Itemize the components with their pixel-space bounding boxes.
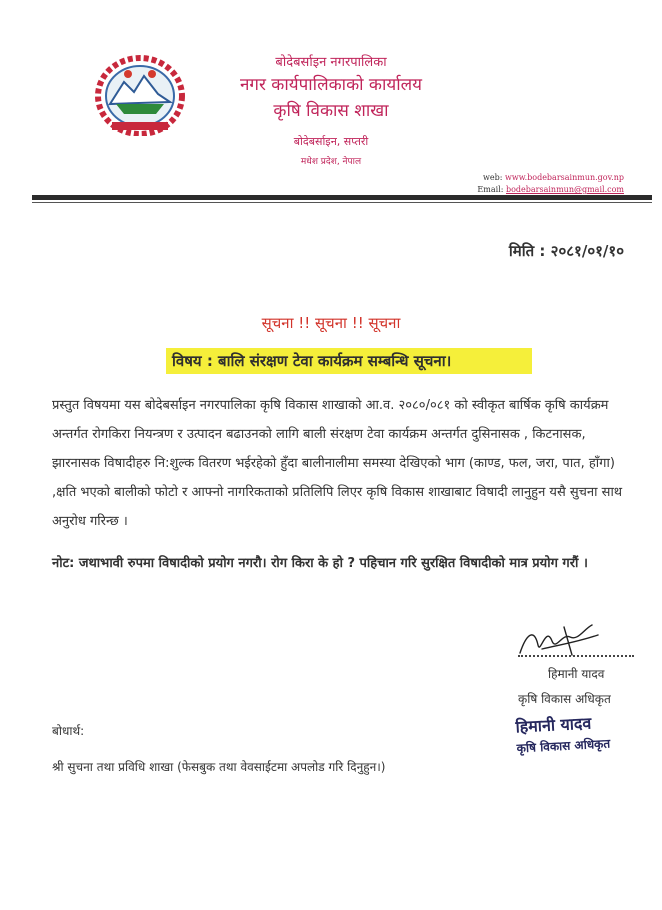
web-label: web: bbox=[483, 173, 503, 182]
municipality-name: बोदेबर्साइन नगरपालिका bbox=[275, 55, 387, 70]
stamp-name: हिमानी यादव bbox=[515, 713, 592, 737]
subject-line: विषय : बालि संरक्षण टेवा कार्यक्रम सम्बन्धि सूचना। bbox=[166, 348, 532, 374]
stamp-title: कृषि विकास अधिकृत bbox=[516, 736, 611, 756]
notice-heading: सूचना !! सूचना !! सूचना bbox=[261, 314, 401, 332]
web-link[interactable]: www.bodebarsainmun.gov.np bbox=[505, 173, 624, 182]
branch-name: कृषि विकास शाखा bbox=[273, 101, 389, 121]
cc-item: श्री सुचना तथा प्रविधि शाखा (फेसबुक तथा वेवसाईटमा अपलोड गरि दिनुहुन।) bbox=[52, 760, 386, 774]
signature-line bbox=[518, 655, 634, 657]
email-label: Email: bbox=[477, 185, 504, 194]
province-name: मधेश प्रदेश, नेपाल bbox=[300, 157, 362, 167]
notice-date: मिति : २०८१/०१/१० bbox=[508, 242, 624, 260]
cc-label: बोधार्थ: bbox=[52, 724, 85, 738]
office-name: नगर कार्यपालिकाको कार्यालय bbox=[239, 75, 423, 95]
office-address: बोदेबर्साइन, सप्तरी bbox=[293, 135, 369, 148]
header-divider-thin bbox=[32, 202, 652, 203]
header-divider-thick bbox=[32, 195, 652, 200]
signatory-name: हिमानी यादव bbox=[548, 667, 605, 681]
contact-block bbox=[477, 172, 624, 196]
official-stamp bbox=[515, 711, 611, 757]
notice-body: प्रस्तुत विषयमा यस बोदेबर्साइन नगरपालिका कृषि विकास शाखाको आ.व. २०८०/०८१ को स्वीकृत बार्षिक कृषि कार्यक्रम अन्तर्गत रोगकिरा नियन्त्रण र उत्पादन बढाउनको लागि बाली संरक्षण टेवा कार्यक्रम अन्तर्गत दुसिनासक , किटनासक, झारनासक विषादीहरु नि:शुल्क वितरण भईरहेको हुँदा बालीनालीमा समस्या देखिएको भाग (काण्ड, फल, जरा, पात, हाँगा) ,क्षति भएको बालीको फोटो र आफ्नो नागरिकताको प्रतिलिपि लिएर कृषि विकास शाखाबाट विषादी लानुहुन यसै सुचना साथ अनुरोध गरिन्छ । bbox=[52, 398, 623, 529]
web-line bbox=[477, 172, 624, 184]
signatory-title: कृषि विकास अधिकृत bbox=[518, 692, 611, 706]
email-link[interactable]: bodebarsainmun@gmail.com bbox=[505, 185, 624, 194]
handwritten-signature bbox=[512, 615, 608, 665]
notice-note: नोट: जथाभावी रुपमा विषादीको प्रयोग नगरौ। रोग किरा के हो ? पहिचान गरि सुरक्षित विषादीको मात्र प्रयोग गरौं । bbox=[52, 556, 588, 571]
